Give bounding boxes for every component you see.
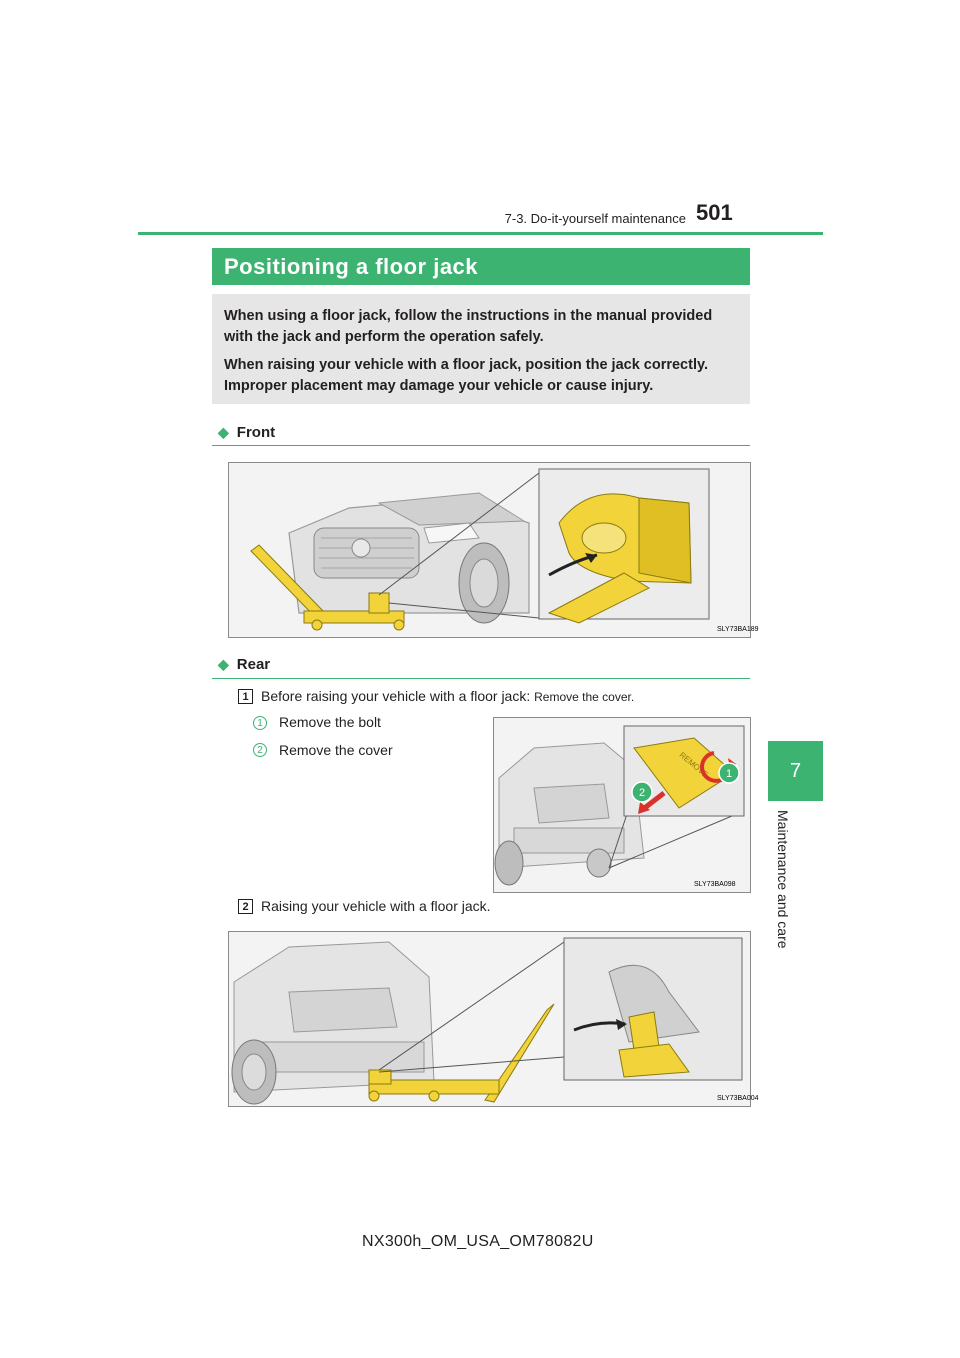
chapter-label <box>766 810 796 980</box>
front-figure-code: SLY73BA189 <box>717 626 759 633</box>
intro-paragraph-1: When using a floor jack, follow the instructions in the manual provided with the jack and perform the operation safely. <box>224 308 713 345</box>
diamond-bullet-icon: ◆ <box>218 656 229 672</box>
front-heading <box>218 424 275 441</box>
chapter-tab: 7 <box>768 741 823 801</box>
substep-2-number: 2 <box>253 743 267 757</box>
figure-callout-2: 2 <box>638 787 646 799</box>
header-rule <box>138 232 823 235</box>
front-jack-figure <box>228 462 759 638</box>
front-jack-illustration <box>229 463 759 637</box>
rear-heading <box>218 656 270 673</box>
front-heading-rule <box>212 445 750 446</box>
cover-label: REMOVE <box>677 750 710 780</box>
step-2-text: Raising your vehicle with a floor jack. <box>261 898 491 914</box>
rear-heading-text: Rear <box>236 656 271 673</box>
rear-cover-figure-code: SLY73BA098 <box>694 881 736 888</box>
substep-1-number: 1 <box>253 716 267 730</box>
intro-box <box>212 294 750 404</box>
rear-cover-illustration <box>494 718 750 892</box>
rear-cover-figure <box>493 717 751 893</box>
front-heading-text: Front <box>236 424 276 441</box>
figure-callout-1: 1 <box>725 768 733 780</box>
footer-doc-id: NX300h_OM_USA_OM78082U <box>362 1233 594 1250</box>
rear-jack-figure-code: SLY73BA004 <box>717 1095 759 1102</box>
running-header-section: 7-3. Do-it-yourself maintenance <box>504 211 686 226</box>
rear-jack-figure <box>228 931 759 1107</box>
step-1-text <box>261 688 634 704</box>
step-1-small-text: Remove the cover. <box>534 690 635 704</box>
chapter-label-text: Maintenance and care <box>775 810 791 949</box>
step-2-number: 2 <box>238 899 253 914</box>
diamond-bullet-icon: ◆ <box>218 424 229 440</box>
rear-heading-rule <box>212 678 750 679</box>
step-1-number: 1 <box>238 689 253 704</box>
page-number: 501 <box>696 200 733 225</box>
step-1-main-text: Before raising your vehicle with a floor jack: <box>261 688 535 704</box>
rear-jack-illustration <box>229 932 759 1106</box>
substep-1-text: Remove the bolt <box>279 714 381 730</box>
substep-2-text: Remove the cover <box>279 742 393 758</box>
section-title: Positioning a floor jack <box>212 248 750 285</box>
intro-paragraph-2: When raising your vehicle with a floor jack, position the jack correctly. Improper placement may damage your vehicle or cause injury. <box>224 357 708 394</box>
